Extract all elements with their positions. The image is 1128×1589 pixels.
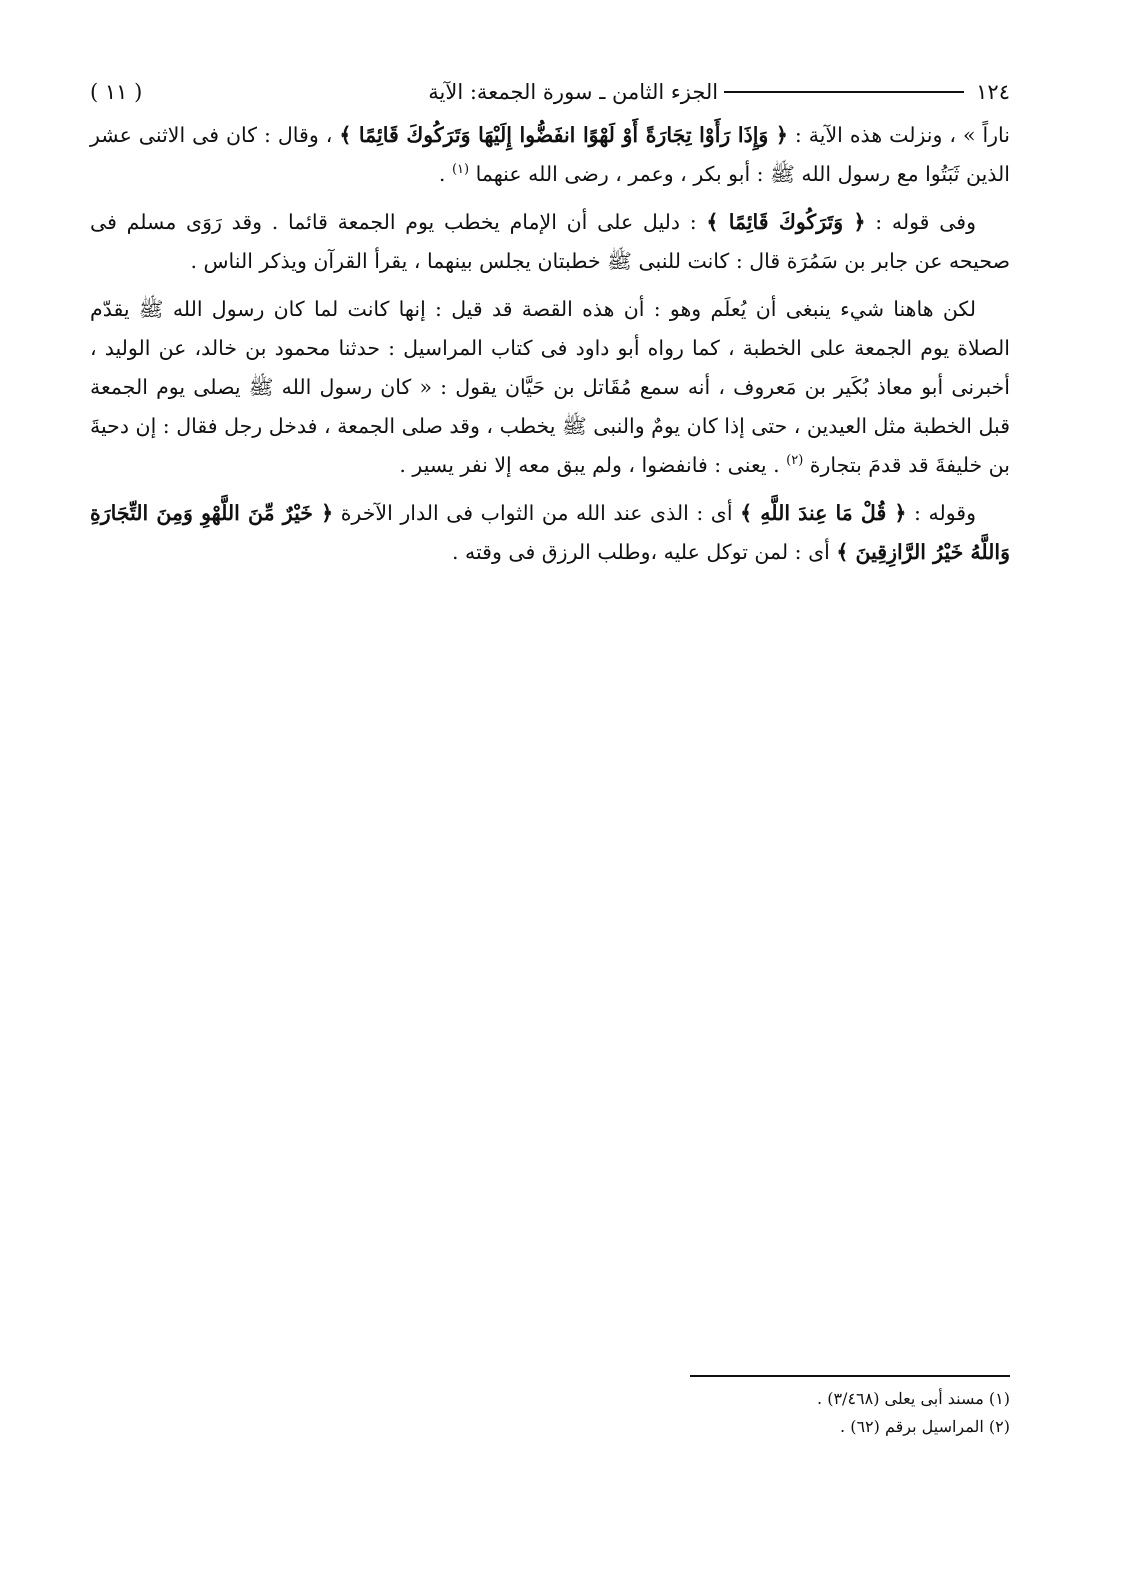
running-header <box>90 72 1010 112</box>
footnotes <box>690 1375 1010 1441</box>
paragraph-text: وقوله : <box>906 501 976 525</box>
paragraph-3 <box>90 290 1010 485</box>
paragraph-text: ، وقال : كان فى الاثنى عشر الذين ثَبَتُوا مع رسول الله ﷺ : أبو بكر ، وعمر ، رضى الله عنهما <box>90 123 1010 186</box>
footnote-1: (١) مسند أبى يعلى (٣/٤٦٨) . <box>817 1389 1010 1408</box>
header-verse-number: ( ١١ ) <box>90 80 143 104</box>
header-rule <box>724 91 964 93</box>
paragraph-text: أى : الذى عند الله من الثواب فى الدار الآخرة <box>333 501 733 525</box>
quran-quote: ﴿ خَيْرٌ مِّنَ اللَّهْوِ وَمِنَ التِّجَارَةِ وَاللَّهُ خَيْرُ الرَّازِقِينَ ﴾ <box>90 501 1010 564</box>
document-page <box>90 72 1010 1552</box>
paragraph-text: ناراً » ، ونزلت هذه الآية : <box>787 123 1011 147</box>
page-number: ١٢٤ <box>976 80 1010 104</box>
paragraph-text: لكن هاهنا شيء ينبغى أن يُعلَم وهو : أن هذه القصة قد قيل : إنها كانت لما كان رسول الله ﷺ يقدّم الصلاة يوم الجمعة على الخطبة ، كما رواه أبو داود فى كتاب المراسيل : حدثنا محمود بن خالد، عن الوليد ، أخبرنى أبو معاذ بُكَير بن مَعروف ، أنه سمع مُقَاتل بن حَيَّان يقول : « كان رسول الله ﷺ يصلى يوم الجمعة قبل الخطبة مثل العيدين ، حتى إذا كان يومٌ والنبى ﷺ يخطب ، وقد صلى الجمعة ، فدخل رجل فقال : إن دحيةَ بن خليفةَ قد قدمَ بتجارة <box>90 297 1010 477</box>
quran-quote: ﴿ وَتَرَكُوكَ قَائِمًا ﴾ <box>706 210 866 234</box>
footnote-ref-2: (٢) <box>786 453 804 469</box>
footnote-ref-1: (١) <box>451 162 470 178</box>
paragraph-text: . <box>438 162 446 186</box>
footnote-2: (٢) المراسيل برقم (٦٢) . <box>840 1417 1010 1436</box>
footnote-rule <box>690 1375 1010 1377</box>
quran-quote: ﴿ قُلْ مَا عِندَ اللَّهِ ﴾ <box>740 501 907 525</box>
paragraph-4 <box>90 494 1010 572</box>
main-text <box>90 116 1010 572</box>
paragraph-1 <box>90 116 1010 194</box>
header-title: الجزء الثامن ـ سورة الجمعة: الآية <box>428 80 719 104</box>
paragraph-text: . يعنى : فانفضوا ، ولم يبق معه إلا نفر يسير . <box>399 453 780 477</box>
paragraph-text: وفى قوله : <box>865 210 976 234</box>
paragraph-2 <box>90 203 1010 281</box>
paragraph-text: : دليل على أن الإمام يخطب يوم الجمعة قائما . وقد رَوَى مسلم فى صحيحه عن جابر بن سَمُرَة قال : كانت للنبى ﷺ خطبتان يجلس بينهما ، يقرأ القرآن ويذكر الناس . <box>90 210 1010 273</box>
paragraph-text: أى : لمن توكل عليه ،وطلب الرزق فى وقته . <box>451 540 830 564</box>
quran-quote: ﴿ وَإِذَا رَأَوْا تِجَارَةً أَوْ لَهْوًا انفَضُّوا إِلَيْهَا وَتَرَكُوكَ قَائِمًا ﴾ <box>339 123 788 147</box>
